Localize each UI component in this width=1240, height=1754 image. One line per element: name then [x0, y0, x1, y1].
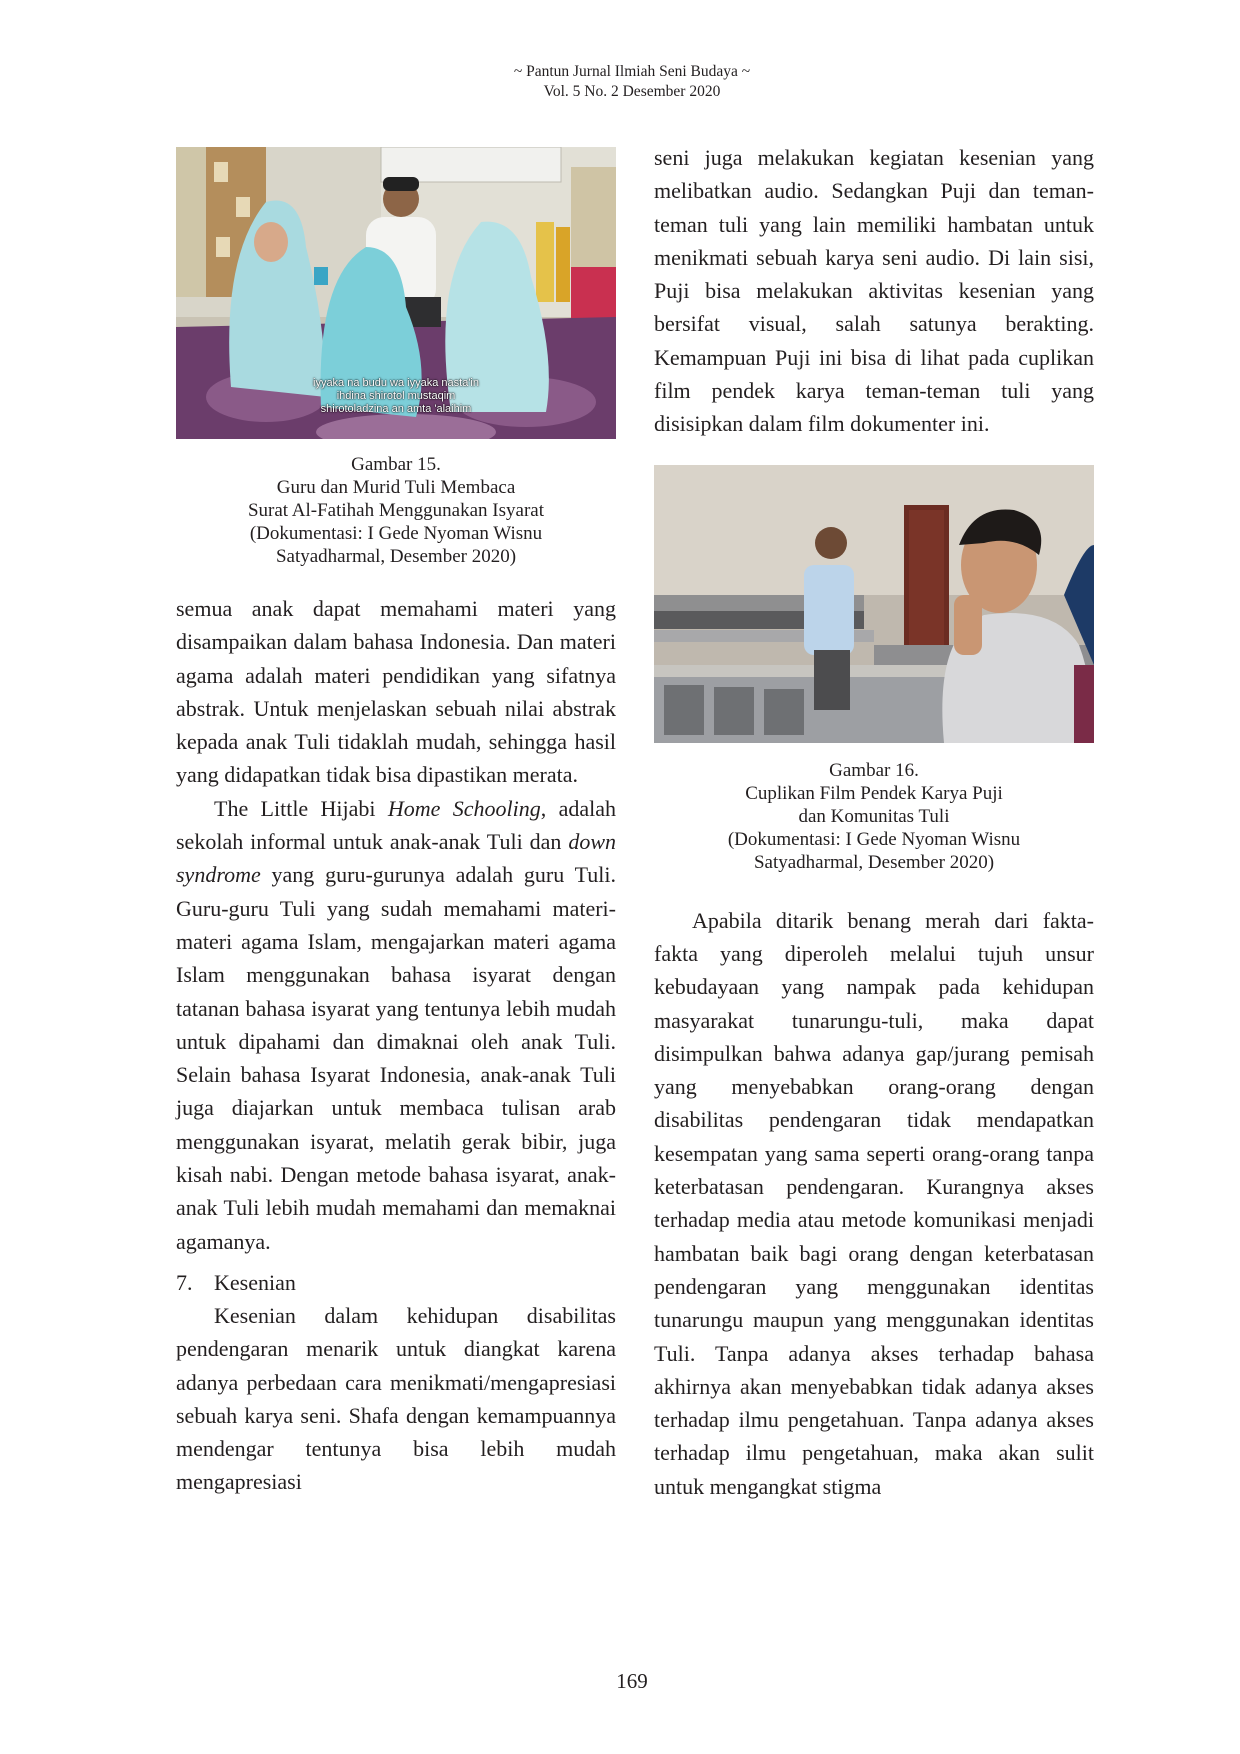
figure-16-caption [654, 759, 1094, 874]
volume-info: Vol. 5 No. 2 Desember 2020 [543, 83, 721, 100]
section-title: Kesenian [214, 1269, 296, 1295]
text-run: , adalah sekolah informal untuk anak-anak Tuli dan [176, 795, 616, 855]
subtitle-line: ihdina shirotol mustaqim [336, 390, 456, 402]
body-paragraph: semua anak dapat memahami materi yang disampaikan dalam bahasa Indonesia. Dan materi agama adalah materi pendidikan yang sifatnya abstrak. Untuk menjelaskan sebuah nilai abstrak kepada anak Tuli tidaklah mudah, sehingga hasil yang didapatkan tidak bisa dipastikan merata. [176, 596, 616, 788]
subtitle-line: shirotoladzina an amta 'alaihim [320, 403, 472, 415]
body-paragraph: Kesenian dalam kehidupan disabilitas pendengaran menarik untuk diangkat karena adanya perbedaan cara menikmati/mengapresiasi sebuah karya seni. Shafa dengan kemampuannya mendengar tentunya bisa lebih mudah mengapresiasi [176, 1302, 616, 1495]
text-run: yang guru-gurunya adalah guru Tuli. Guru-guru Tuli yang sudah memahami materi-materi agama Islam, mengajarkan materi agama Islam menggunakan bahasa isyarat dengan tatanan bahasa isyarat yang tentunya lebih mudah untuk dipahami dan dimaknai oleh anak Tuli. Selain bahasa Isyarat Indonesia, anak-anak Tuli juga diajarkan untuk membaca tulisan arab menggunakan isyarat, melatih gerak bibir, juga kisah nabi. Dengan metode bahasa isyarat, anak-anak Tuli lebih mudah memahami dan memaknai agamanya. [176, 862, 616, 1254]
caption-line: (Dokumentasi: I Gede Nyoman Wisnu [727, 828, 1021, 850]
body-paragraph: Apabila ditarik benang merah dari fakta-fakta yang diperoleh melalui tujuh unsur kebudayaan yang nampak pada kehidupan masyarakat tunarungu-tuli, maka dapat disimpulkan bahwa adanya gap/jurang pemisah yang menyebabkan orang-orang dengan disabilitas pendengaran tidak mendapatkan kesempatan yang sama seperti orang-orang tanpa keterbatasan pendengaran. Kurangnya akses terhadap media atau metode komunikasi menjadi hambatan baik bagi orang dengan keterbatasan pendengaran yang menggunakan identitas tunarungu maupun yang menggunakan identitas Tuli. Tanpa adanya akses terhadap bahasa akhirnya akan menyebabkan tidak adanya akses terhadap ilmu pengetahuan. Tanpa adanya akses terhadap ilmu pengetahuan, maka akan sulit untuk mengangkat stigma [654, 907, 1094, 1499]
text-run: The Little Hijabi [214, 795, 388, 821]
caption-line: Cuplikan Film Pendek Karya Puji [745, 782, 1003, 804]
italic-term: Home Schooling [387, 795, 541, 821]
caption-line: (Dokumentasi: I Gede Nyoman Wisnu [249, 523, 543, 544]
caption-line: Guru dan Murid Tuli Membaca [276, 477, 516, 498]
running-header [0, 62, 1240, 102]
caption-line: Gambar 16. [829, 759, 919, 781]
page-number: 169 [616, 1669, 648, 1693]
subtitle-line: iyyaka na budu wa iyyaka nasta'in [313, 377, 479, 389]
left-column [176, 147, 616, 1499]
caption-line: Surat Al-Fatihah Menggunakan Isyarat [247, 500, 544, 521]
figure-16-photo [654, 465, 1094, 743]
caption-line: dan Komunitas Tuli [798, 805, 950, 827]
section-number: 7. [176, 1269, 193, 1295]
caption-line: Gambar 15. [351, 454, 441, 475]
body-paragraph [176, 792, 616, 1258]
caption-line: Satyadharmal, Desember 2020) [753, 851, 995, 873]
italic-term: down syndrome [176, 829, 616, 888]
journal-title: ~ Pantun Jurnal Ilmiah Seni Budaya ~ [513, 63, 751, 80]
section-heading [176, 1266, 616, 1299]
caption-line: Satyadharmal, Desember 2020) [275, 546, 517, 567]
video-subtitle [176, 377, 616, 416]
figure-15-photo [176, 147, 616, 439]
figure-15-caption [176, 453, 616, 568]
film-still-image [654, 465, 1094, 743]
right-column [654, 141, 1094, 1503]
body-paragraph: seni juga melakukan kegiatan kesenian yang melibatkan audio. Sedangkan Puji dan teman-teman tuli yang lain memiliki hambatan untuk menikmati sebuah karya seni audio. Di lain sisi, Puji bisa melakukan aktivitas kesenian yang bersifat visual, salah satunya berakting. Kemampuan Puji ini bisa di lihat pada cuplikan film pendek karya teman-teman tuli yang disisipkan dalam film dokumenter ini. [654, 145, 1094, 437]
